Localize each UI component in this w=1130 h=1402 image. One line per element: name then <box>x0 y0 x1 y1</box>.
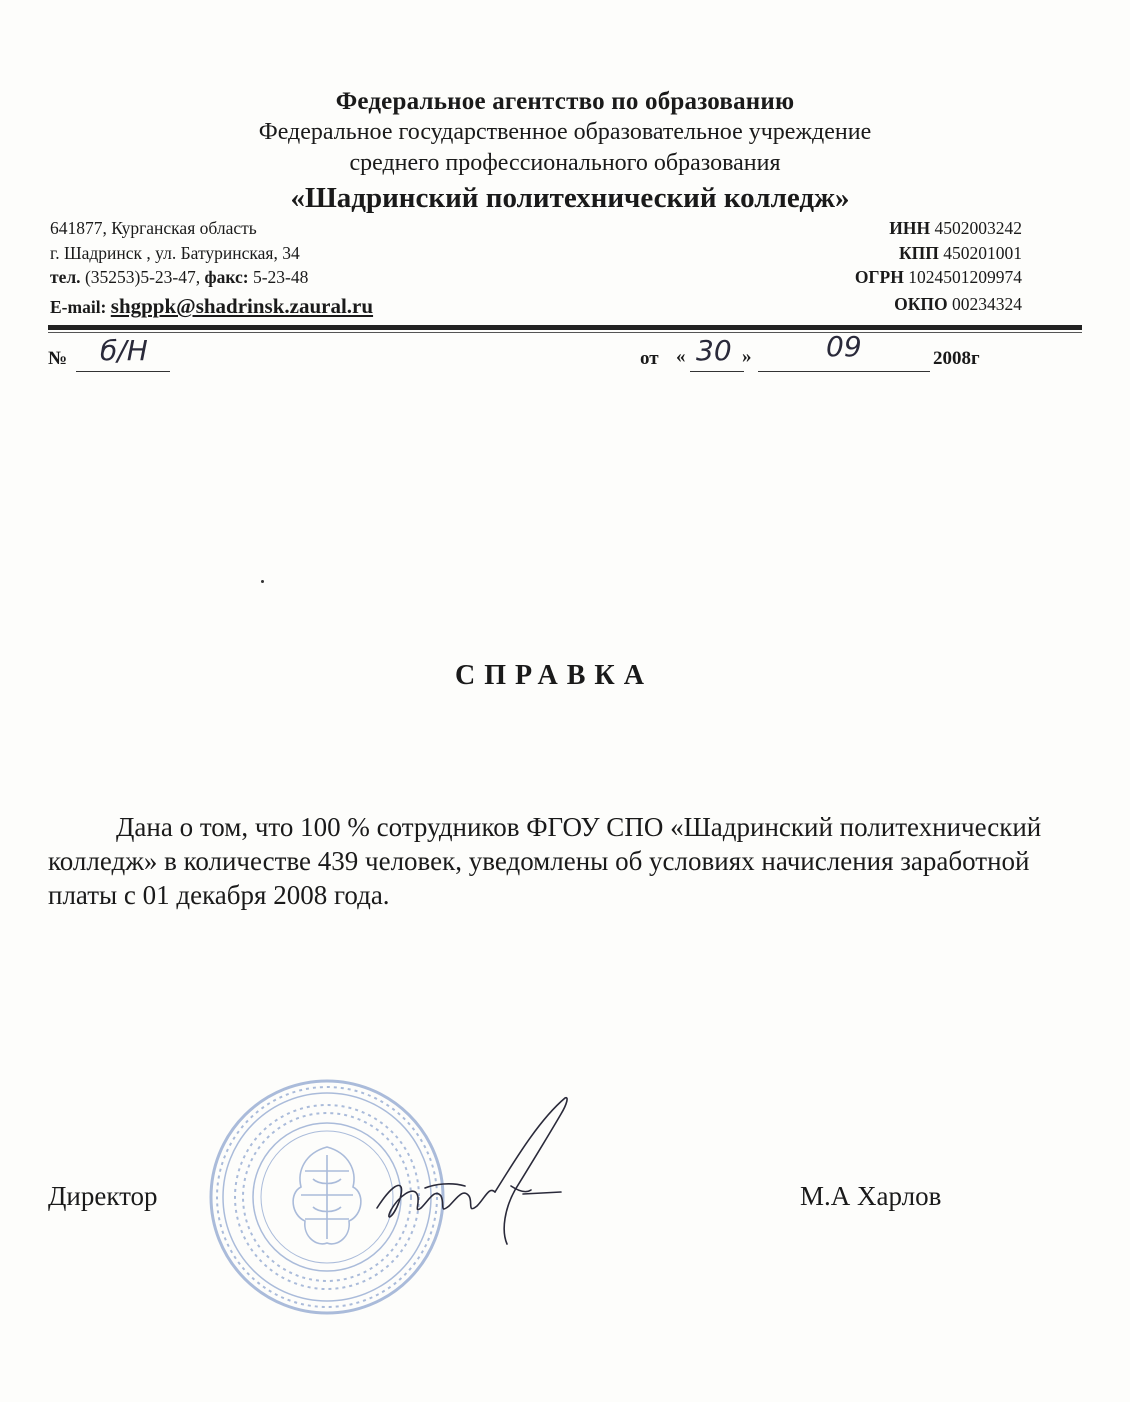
number-label: № <box>48 348 68 369</box>
okpo-line <box>894 294 1022 315</box>
date-year: 2008г <box>933 348 980 369</box>
institution-line-1: Федеральное государственное образовательное учреждение <box>258 119 872 145</box>
date-quote-open: « <box>676 346 686 367</box>
fax-value: 5-23-48 <box>252 267 309 287</box>
document-body: Дана о том, что 100 % сотрудников ФГОУ СПО «Шадринский политехнический колледж» в количестве 439 человек, уведомлены об условиях начисления заработной платы с 01 декабря 2008 года. <box>48 812 1042 910</box>
document-title: СПРАВКА <box>455 660 653 691</box>
director-signature <box>355 1090 585 1265</box>
day-handwritten: 30 <box>696 334 732 367</box>
email-line <box>50 294 373 319</box>
ogrn-label: ОГРН <box>854 267 904 287</box>
phone-value: (35253)5-23-47, <box>84 267 201 287</box>
kpp-value: 450201001 <box>943 243 1022 263</box>
okpo-label: ОКПО <box>894 294 948 314</box>
month-underline <box>758 371 930 372</box>
number-underline <box>76 371 170 372</box>
signatory-name: М.А Харлов <box>800 1181 942 1211</box>
date-label: от <box>640 348 659 369</box>
address-line-2: г. Шадринск , ул. Батуринская, 34 <box>50 243 300 263</box>
agency-name: Федеральное агентство по образованию <box>335 88 795 115</box>
email-label: E-mail: <box>50 297 107 317</box>
institution-line-2: среднего профессионального образования <box>349 150 781 176</box>
phone-label: тел. <box>50 267 81 287</box>
email-link[interactable]: shgppk@shadrinsk.zaural.ru <box>110 294 374 318</box>
inn-label: ИНН <box>889 218 931 238</box>
kpp-label: КПП <box>898 243 939 263</box>
signatory-role: Директор <box>48 1181 158 1211</box>
inn-value: 4502003242 <box>934 218 1022 238</box>
day-underline <box>690 371 744 372</box>
month-handwritten: 09 <box>826 330 862 363</box>
header-divider <box>48 325 1082 330</box>
ogrn-value: 1024501209974 <box>908 267 1022 287</box>
okpo-value: 00234324 <box>952 294 1022 314</box>
number-handwritten: б/Н <box>100 334 148 367</box>
address-line-1: 641877, Курганская область <box>50 218 257 238</box>
ink-speck <box>261 580 264 583</box>
college-name: «Шадринский политехнический колледж» <box>290 182 850 214</box>
header-divider-thin <box>48 332 1082 333</box>
ogrn-line <box>855 267 1022 288</box>
fax-label: факс: <box>204 267 249 287</box>
inn-line <box>889 218 1022 239</box>
date-quote-close: » <box>742 346 752 367</box>
phone-fax-line <box>50 267 308 288</box>
kpp-line <box>899 243 1022 264</box>
